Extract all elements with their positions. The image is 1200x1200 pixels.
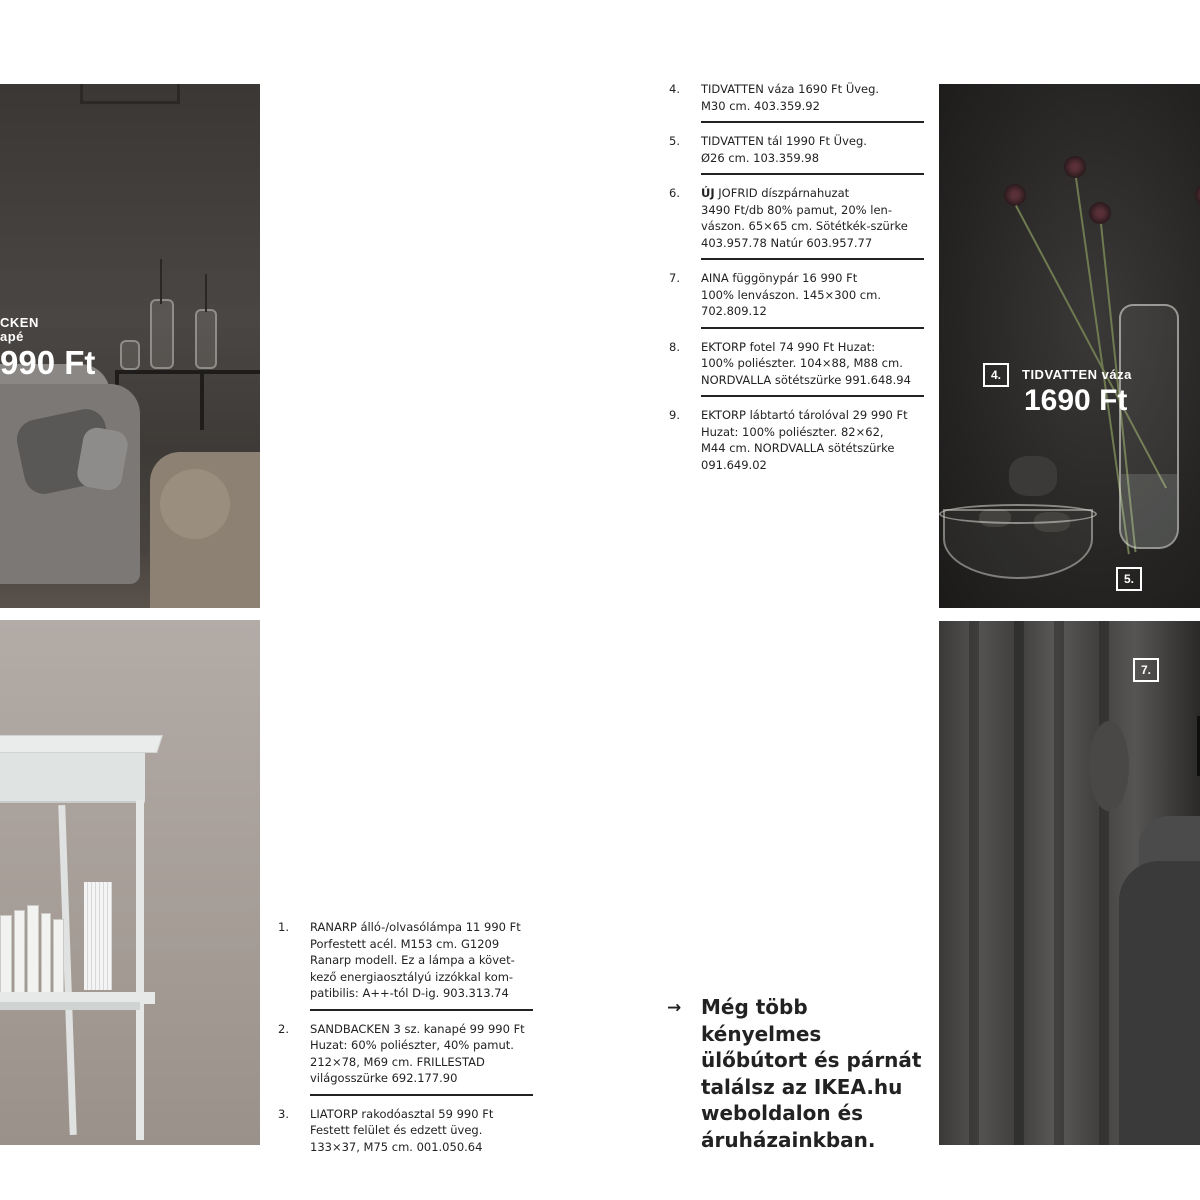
spec-item-text: AINA függönypár 16 990 Ft 100% lenvászon. 145×300 cm. 702.809.12 xyxy=(701,271,881,318)
spec-item-number: 2. xyxy=(278,1021,289,1036)
spec-item-number: 3. xyxy=(278,1106,289,1121)
table-leg xyxy=(136,800,144,1140)
spec-item-number: 9. xyxy=(669,408,680,422)
spec-item xyxy=(278,1021,533,1087)
spec-item xyxy=(278,919,533,1002)
sofa-product-name: CKEN apé xyxy=(0,315,39,344)
table-lower-shelf-edge xyxy=(0,1002,140,1010)
sofa-price: 990 Ft xyxy=(0,344,96,381)
product-number-badge: 7. xyxy=(1133,658,1159,682)
product-number-badge: 4. xyxy=(983,363,1009,387)
magazine-stack xyxy=(84,882,112,990)
separator-line xyxy=(310,1094,533,1096)
spec-item xyxy=(669,407,924,473)
spec-item-text: LIATORP rakodóasztal 59 990 Ft Festett felület és edzett üveg. 133×37, M75 cm. 001.050.64 xyxy=(310,1106,494,1154)
spec-item-number: 7. xyxy=(669,271,680,285)
console-table-photo xyxy=(0,620,260,1145)
allium-flower xyxy=(1004,184,1026,206)
allium-flower xyxy=(1089,202,1111,224)
spec-item xyxy=(669,339,924,389)
separator-line xyxy=(701,258,924,260)
curtain-fold xyxy=(1054,621,1064,1145)
spec-item-number: 4. xyxy=(669,82,680,96)
tidvatten-bowl xyxy=(943,509,1093,579)
console-shelf-leg xyxy=(200,370,204,430)
glass-vase xyxy=(150,299,174,369)
table-glass-top xyxy=(0,735,163,753)
table-drawer xyxy=(0,753,145,803)
spec-item-text: RANARP álló-/olvasólámpa 11 990 Ft Porfestett acél. M153 cm. G1209 Ranarp modell. Ez a lámpa a követ- kező energiaosztályú izzókkal kom- patibilis: A++-tól D-ig. 903.313.74 xyxy=(310,920,521,1000)
product-number-badge: 5. xyxy=(1116,567,1142,591)
spec-item-text: SANDBACKEN 3 sz. kanapé 99 990 Ft Huzat: 60% poliészter, 40% pamut. 212×78, M69 cm. FRILLESTAD világosszürke 692.177.90 xyxy=(310,1021,525,1085)
rock xyxy=(1009,456,1057,496)
glass-vase xyxy=(195,309,217,369)
curtain-photo xyxy=(939,621,1200,1145)
spec-item xyxy=(669,133,924,166)
spec-item-number: 1. xyxy=(278,920,289,934)
separator-line xyxy=(701,395,924,397)
cta-text: Még több kényelmes ülőbútort és párnát találsz az IKEA.hu weboldalon és áruházainkban. xyxy=(701,995,922,1152)
book xyxy=(14,910,25,1005)
spec-item-text: TIDVATTEN váza 1690 Ft Üveg. M30 cm. 403.359.92 xyxy=(701,82,880,113)
curtain-tieback xyxy=(1089,721,1129,811)
spec-item-text: EKTORP fotel 74 990 Ft Huzat: 100% poliészter. 104×88, M88 cm. NORDVALLA sötétszürke 991.648.94 xyxy=(701,339,911,387)
arrow-right-icon: → xyxy=(667,998,682,1018)
book xyxy=(27,905,39,1005)
curtain-fold xyxy=(1099,621,1109,1145)
spec-item-number: 6. xyxy=(669,186,680,200)
spec-item-text: TIDVATTEN tál 1990 Ft Üveg. Ø26 cm. 103.359.98 xyxy=(701,134,867,165)
spec-item-description: JOFRID díszpárnahuzat 3490 Ft/db 80% pamut, 20% len- vászon. 65×65 cm. Sötétkék-szürke 403.957.78 Natúr 603.957.77 xyxy=(701,186,908,250)
separator-line xyxy=(310,1009,533,1011)
new-badge: ÚJ xyxy=(701,186,715,200)
spec-item xyxy=(278,1106,533,1156)
flower-stem xyxy=(205,274,207,312)
vase-water xyxy=(1121,474,1177,547)
spec-item xyxy=(669,185,924,251)
vase-price: 1690 Ft xyxy=(1024,384,1128,417)
sofa-room-photo xyxy=(0,84,260,608)
separator-line xyxy=(701,327,924,329)
wall-frame xyxy=(80,84,180,104)
product-spec-list-top xyxy=(669,81,924,473)
spec-item xyxy=(669,270,924,320)
spec-item-text xyxy=(701,185,924,251)
allium-flower xyxy=(1064,156,1086,178)
allium-flower xyxy=(1195,184,1200,206)
ektorp-armchair xyxy=(1119,861,1200,1145)
product-spec-list-bottom xyxy=(278,919,533,1155)
curtain-fold xyxy=(969,621,979,1145)
separator-line xyxy=(701,121,924,123)
glass-vase xyxy=(120,340,140,370)
vase-photo xyxy=(939,84,1200,608)
flower-stem xyxy=(160,259,162,304)
curtain-fold xyxy=(1014,621,1024,1145)
separator-line xyxy=(701,173,924,175)
spec-item-text: EKTORP lábtartó tárolóval 29 990 Ft Huzat: 100% poliészter. 82×62, M44 cm. NORDVALLA sötétszürke 091.649.02 xyxy=(701,408,908,472)
spec-item-number: 8. xyxy=(669,339,680,354)
spec-item-number: 5. xyxy=(669,134,680,148)
spec-item xyxy=(669,81,924,114)
armchair-arm xyxy=(160,469,230,539)
vase-product-name: TIDVATTEN váza xyxy=(1022,367,1132,382)
